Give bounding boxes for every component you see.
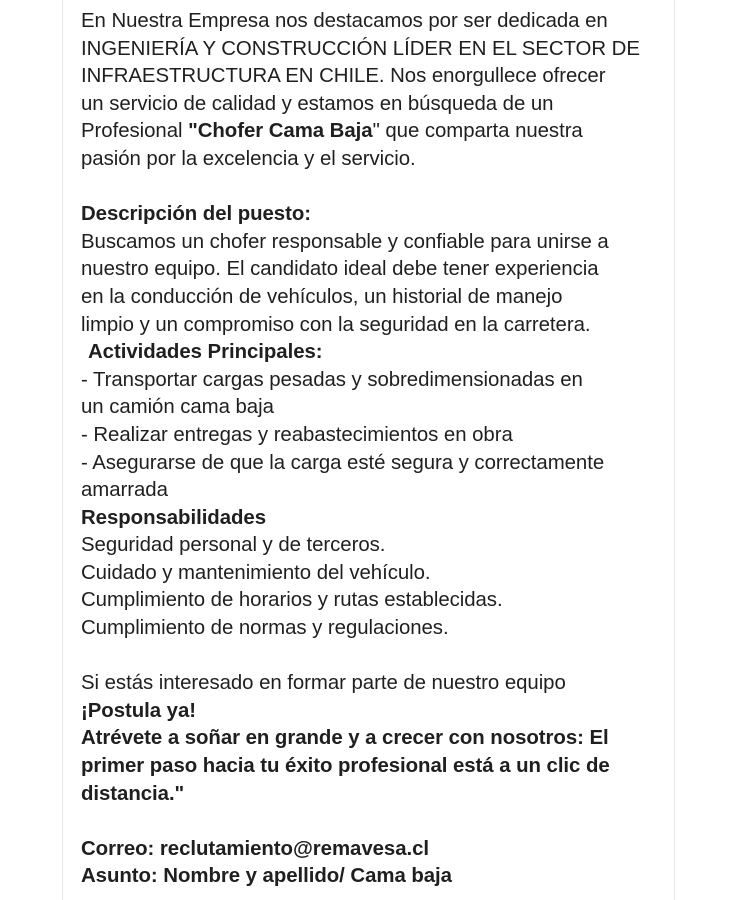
cierre-bold-line: distancia." <box>81 782 185 805</box>
correo-line: Correo: reclutamiento@remavesa.cl <box>81 837 430 860</box>
job-post-body <box>81 8 671 891</box>
spacer <box>81 808 671 836</box>
spacer <box>81 174 671 202</box>
descripcion-line: limpio y un compromiso con la seguridad en la carretera. <box>81 313 591 336</box>
actividades-item: un camión cama baja <box>81 396 274 419</box>
intro-line: pasión por la excelencia y el servicio. <box>81 147 416 170</box>
responsabilidades-section <box>81 505 671 643</box>
actividades-section <box>81 339 671 505</box>
spacer <box>81 643 671 671</box>
descripcion-line: Buscamos un chofer responsable y confiable para unirse a <box>81 230 609 253</box>
cierre-bold-line: primer paso hacia tu éxito profesional está a un clic de <box>81 755 610 778</box>
left-edge-divider <box>62 0 63 900</box>
actividades-item: amarrada <box>81 479 168 502</box>
asunto-line: Asunto: Nombre y apellido/ Cama baja <box>81 865 452 888</box>
postula-callout: ¡Postula ya! <box>81 699 196 722</box>
intro-text: Profesional <box>81 120 189 143</box>
intro-paragraph <box>81 8 671 174</box>
intro-text: " que comparta nuestra <box>372 120 583 143</box>
contacto-section <box>81 836 671 891</box>
descripcion-section <box>81 201 671 339</box>
cierre-line: Si estás interesado en formar parte de nuestro equipo <box>81 672 566 695</box>
cierre-section <box>81 670 671 808</box>
right-edge-divider <box>674 0 675 900</box>
actividades-item: - Realizar entregas y reabastecimientos en obra <box>81 423 513 446</box>
actividades-item: - Transportar cargas pesadas y sobredimensionadas en <box>81 368 583 391</box>
descripcion-heading: Descripción del puesto: <box>81 203 311 226</box>
job-title-highlight: "Chofer Cama Baja <box>188 120 373 143</box>
cierre-bold-line: Atrévete a soñar en grande y a crecer con nosotros: El <box>81 727 609 750</box>
actividades-item: - Asegurarse de que la carga esté segura y correctamente <box>81 451 605 474</box>
responsabilidades-item: Cumplimiento de horarios y rutas establecidas. <box>81 589 503 612</box>
responsabilidades-item: Cumplimiento de normas y regulaciones. <box>81 617 449 640</box>
descripcion-line: en la conducción de vehículos, un historial de manejo <box>81 285 563 308</box>
intro-line: INGENIERÍA Y CONSTRUCCIÓN LÍDER EN EL SECTOR DE <box>81 37 640 60</box>
intro-line <box>81 118 671 146</box>
intro-line: En Nuestra Empresa nos destacamos por ser dedicada en <box>81 10 608 32</box>
actividades-heading: Actividades Principales: <box>88 341 323 364</box>
descripcion-line: nuestro equipo. El candidato ideal debe tener experiencia <box>81 258 599 281</box>
responsabilidades-item: Seguridad personal y de terceros. <box>81 534 386 557</box>
responsabilidades-heading: Responsabilidades <box>81 506 266 529</box>
intro-line: un servicio de calidad y estamos en búsqueda de un <box>81 92 554 115</box>
intro-line: INFRAESTRUCTURA EN CHILE. Nos enorgullece ofrecer <box>81 65 606 88</box>
responsabilidades-item: Cuidado y mantenimiento del vehículo. <box>81 561 431 584</box>
